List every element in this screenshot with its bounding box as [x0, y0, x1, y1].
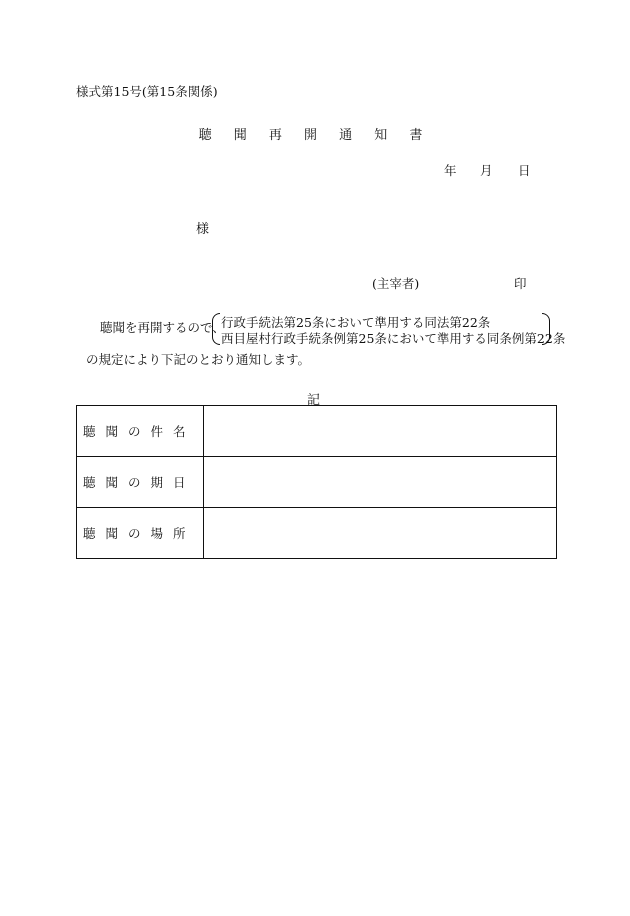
seal-label: 印 — [514, 276, 527, 291]
details-table — [76, 405, 557, 559]
date-year-label: 年 — [444, 163, 457, 178]
legal-basis-option-2: 西目屋村行政手続条例第25条において準用する同条例第22条 — [221, 331, 566, 346]
hearing-date-label: 聴聞の期日 — [77, 457, 204, 508]
date-day-label: 日 — [518, 163, 531, 178]
addressee-honorific: 様 — [196, 222, 210, 237]
hearing-location-label: 聴聞の場所 — [77, 508, 204, 559]
hearing-date-value[interactable] — [204, 457, 557, 508]
document-title: 聴 聞 再 開 通 知 書 — [198, 128, 432, 143]
table-row — [77, 457, 557, 508]
legal-basis-option-1: 行政手続法第25条において準用する同法第22条 — [221, 315, 491, 330]
table-row — [77, 508, 557, 559]
ki-heading: 記 — [307, 393, 321, 408]
date-month-label: 月 — [480, 163, 493, 178]
form-number: 様式第15号(第15条関係) — [76, 84, 218, 99]
hearing-location-value[interactable] — [204, 508, 557, 559]
left-bracket — [212, 313, 220, 345]
body-suffix: の規定により下記のとおり通知します。 — [86, 352, 311, 367]
table-row — [77, 406, 557, 457]
hearing-subject-value[interactable] — [204, 406, 557, 457]
organizer-label: (主宰者) — [372, 276, 420, 291]
body-prefix: 聴聞を再開するので、 — [100, 320, 225, 335]
hearing-subject-label: 聴聞の件名 — [77, 406, 204, 457]
right-bracket — [542, 313, 550, 345]
date-line — [444, 161, 531, 179]
